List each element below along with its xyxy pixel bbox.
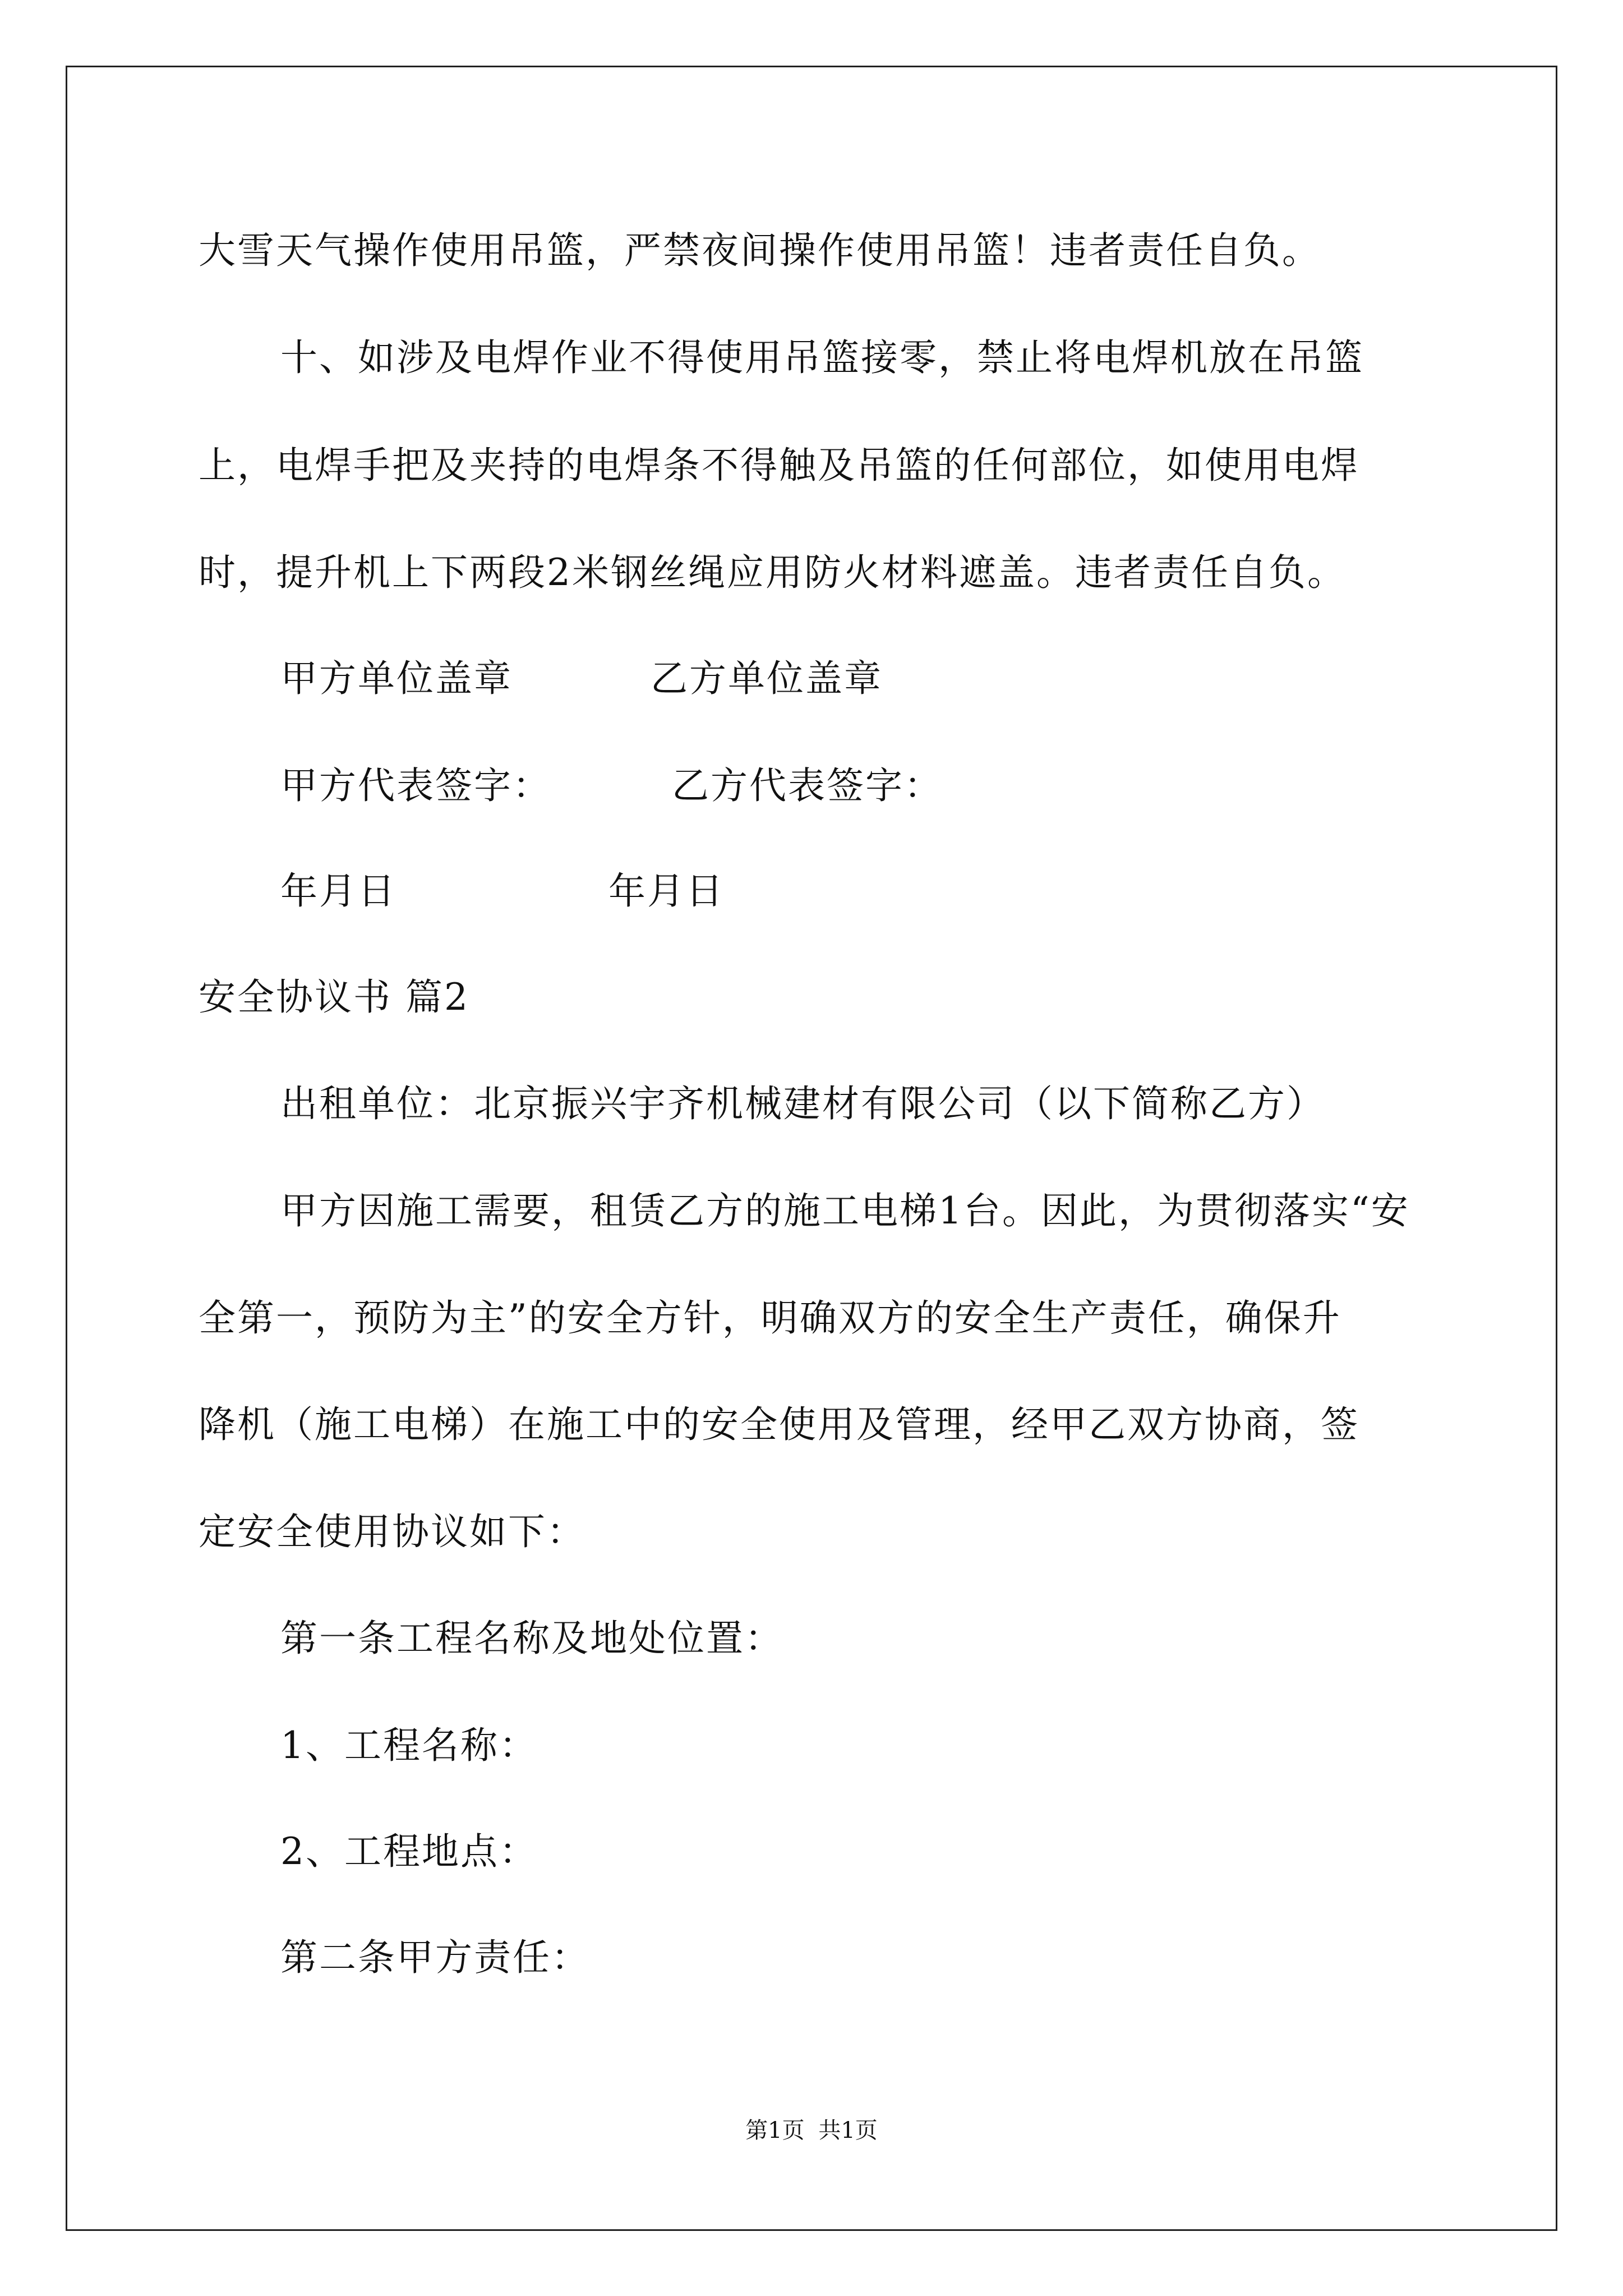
party-b-date-label: 年月日 <box>608 869 725 913</box>
list-item: 2、工程地点： <box>280 1830 538 1873</box>
body-line: 甲方因施工需要，租赁乙方的施工电梯1台。因此，为贯彻落实“安 <box>280 1189 1410 1232</box>
body-line: 定安全使用协议如下： <box>199 1510 585 1553</box>
party-a-signature-label: 甲方代表签字： <box>280 764 551 807</box>
list-item: 1、工程名称： <box>280 1724 538 1767</box>
body-line: 大雪天气操作使用吊篮，严禁夜间操作使用吊篮！违者责任自负。 <box>199 229 1321 272</box>
body-line: 全第一，预防为主”的安全方针，明确双方的安全生产责任，确保升 <box>199 1296 1341 1340</box>
party-b-seal-label: 乙方单位盖章 <box>651 657 883 700</box>
body-line: 时，提升机上下两段2米钢丝绳应用防火材料遮盖。违者责任自负。 <box>199 551 1346 594</box>
party-a-date-label: 年月日 <box>280 869 396 913</box>
page-total: 共1页 <box>818 2118 878 2143</box>
page-number: 第1页 <box>745 2118 805 2143</box>
section-heading: 安全协议书 篇2 <box>199 976 469 1019</box>
body-line: 上，电焊手把及夹持的电焊条不得触及吊篮的任何部位，如使用电焊 <box>199 444 1359 487</box>
body-line: 十、如涉及电焊作业不得使用吊篮接零，禁止将电焊机放在吊篮 <box>280 336 1364 379</box>
page-footer <box>0 2119 1623 2142</box>
page-border <box>66 66 1557 2231</box>
article-heading: 第一条工程名称及地处位置： <box>280 1617 783 1660</box>
body-line: 出租单位：北京振兴宇齐机械建材有限公司（以下简称乙方） <box>280 1082 1325 1125</box>
article-heading: 第二条甲方责任： <box>280 1936 590 1979</box>
party-a-seal-label: 甲方单位盖章 <box>280 657 513 700</box>
body-line: 降机（施工电梯）在施工中的安全使用及管理，经甲乙双方协商，签 <box>199 1403 1359 1446</box>
party-b-signature-label: 乙方代表签字： <box>672 764 943 807</box>
